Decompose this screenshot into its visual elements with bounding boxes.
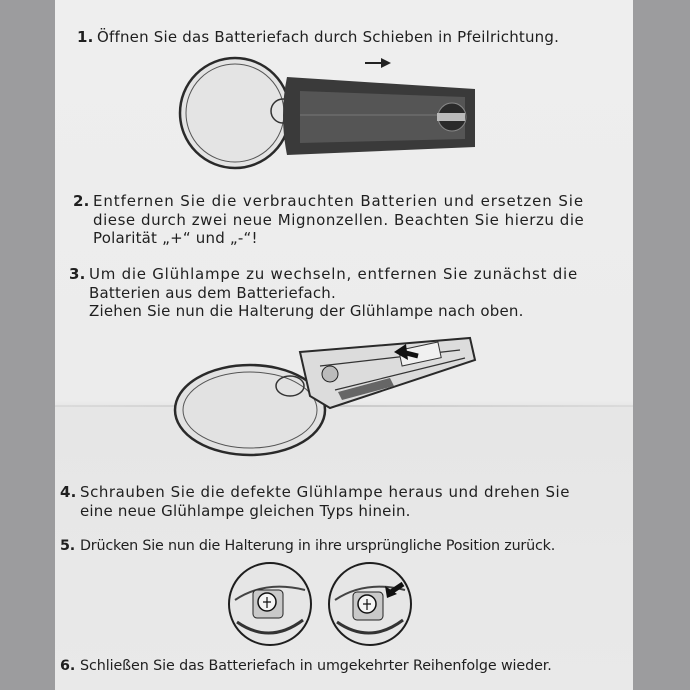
step-text xyxy=(77,28,617,47)
step-line: diese durch zwei neue Mignonzellen. Beachten Sie hierzu die xyxy=(93,210,585,229)
bulb-holder-closeups xyxy=(225,560,425,650)
step-line: Ziehen Sie nun die Halterung der Glühlampe nach oben. xyxy=(89,302,524,320)
step-line: Batterien aus dem Batteriefach. xyxy=(89,283,336,302)
step-1 xyxy=(77,28,617,47)
step-line: Schließen Sie das Batteriefach in umgekehrter Reihenfolge wieder. xyxy=(80,658,552,674)
magnifier-open-illustration xyxy=(175,55,515,185)
magnifier-lens xyxy=(175,365,325,455)
closeup-left xyxy=(229,563,311,645)
step-line: Um die Glühlampe zu wechseln, entfernen Sie zunächst die xyxy=(89,265,578,283)
step-line: Polarität „+“ und „-“! xyxy=(93,229,258,247)
step-3 xyxy=(69,265,619,321)
step-number: 6. xyxy=(60,658,76,674)
step-line: Schrauben Sie die defekte Glühlampe heraus und drehen Sie xyxy=(80,483,571,501)
step-number: 2. xyxy=(73,192,90,210)
magnifier-handle xyxy=(300,338,475,408)
step-line: Drücken Sie nun die Halterung in ihre ursprüngliche Position zurück. xyxy=(80,538,556,554)
magnifier-lens xyxy=(180,58,295,168)
step-line: Öffnen Sie das Batteriefach durch Schieben in Pfeilrichtung. xyxy=(97,28,560,46)
step-number: 5. xyxy=(60,538,75,554)
step-text xyxy=(73,192,618,248)
step-text xyxy=(60,537,620,556)
step-4 xyxy=(60,483,620,520)
instruction-sheet xyxy=(55,0,633,690)
step-number: 1. xyxy=(77,28,94,46)
arrow-icon xyxy=(365,58,391,68)
step-text xyxy=(69,265,619,321)
step-number: 4. xyxy=(60,483,77,501)
step-6 xyxy=(60,657,620,676)
step-5 xyxy=(60,537,620,556)
step-2 xyxy=(73,192,618,248)
step-line: eine neue Glühlampe gleichen Typs hinein. xyxy=(80,501,411,520)
step-line: Entfernen Sie die verbrauchten Batterien und ersetzen Sie xyxy=(93,192,584,210)
step-text xyxy=(60,657,620,676)
magnifier-holder-illustration xyxy=(170,330,490,470)
magnifier-handle xyxy=(283,77,475,155)
closeup-right xyxy=(329,563,411,645)
step-number: 3. xyxy=(69,265,86,283)
step-text xyxy=(60,483,620,520)
